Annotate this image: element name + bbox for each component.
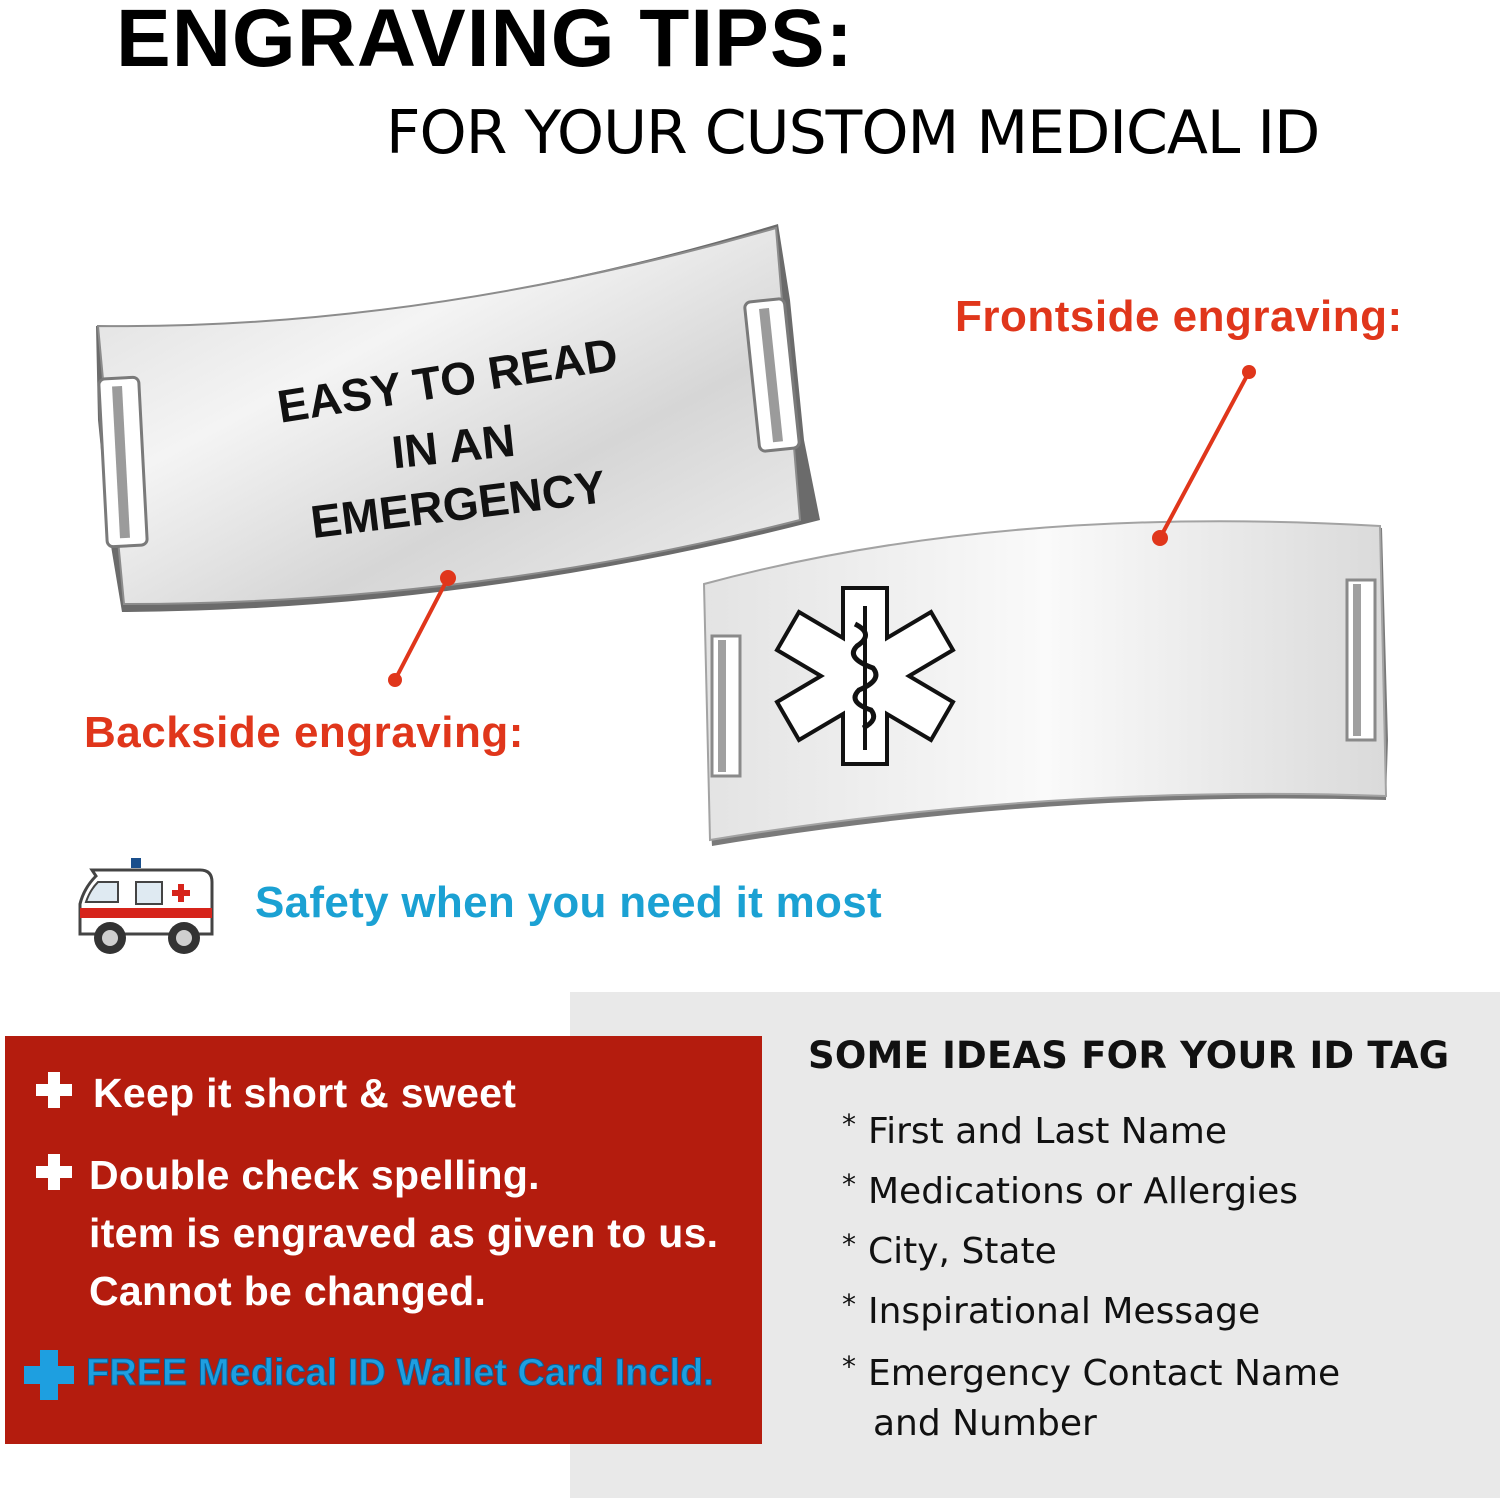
back-tag [96, 224, 820, 612]
idea-item-continuation: and Number [873, 1403, 1097, 1444]
idea-text: Medications or Allergies [868, 1171, 1299, 1212]
front-pointer [1152, 365, 1256, 546]
idea-item [842, 1230, 1057, 1273]
back-tag-line-3: EMERGENCY [307, 460, 609, 548]
bullet-star: * [842, 1350, 856, 1383]
back-tag-line-2: IN AN [389, 413, 518, 479]
tip-text: item is engraved as given to us. [89, 1210, 719, 1256]
plus-icon [34, 1152, 74, 1192]
idea-text: City, State [868, 1231, 1057, 1272]
idea-text: Emergency Contact Name [868, 1353, 1341, 1394]
tip-text: Double check spelling. [89, 1152, 540, 1198]
ideas-heading: SOME IDEAS FOR YOUR ID TAG [808, 1034, 1450, 1077]
idea-item [842, 1110, 1227, 1153]
page-subtitle: FOR YOUR CUSTOM MEDICAL ID [386, 98, 1320, 168]
tip-text: Cannot be changed. [89, 1268, 487, 1314]
front-tag [704, 521, 1388, 846]
backside-label: Backside engraving: [84, 708, 524, 757]
page-title: ENGRAVING TIPS: [116, 0, 854, 84]
bullet-star: * [842, 1228, 856, 1261]
tip-text: Keep it short & sweet [93, 1070, 517, 1116]
bullet-star: * [842, 1168, 856, 1201]
safety-tagline: Safety when you need it most [255, 878, 882, 927]
free-wallet-card-text: FREE Medical ID Wallet Card Incld. [86, 1352, 714, 1394]
back-tag-line-1: EASY TO READ [273, 327, 622, 433]
idea-item [842, 1170, 1298, 1213]
blue-plus-icon [22, 1348, 76, 1402]
bullet-star: * [842, 1288, 856, 1321]
plus-icon [34, 1070, 74, 1110]
idea-text: Inspirational Message [868, 1291, 1261, 1332]
bullet-star: * [842, 1108, 856, 1141]
idea-item [842, 1290, 1260, 1333]
frontside-label: Frontside engraving: [955, 292, 1403, 341]
ambulance-icon [80, 858, 212, 954]
idea-text: First and Last Name [868, 1111, 1228, 1152]
idea-item [842, 1352, 1340, 1395]
